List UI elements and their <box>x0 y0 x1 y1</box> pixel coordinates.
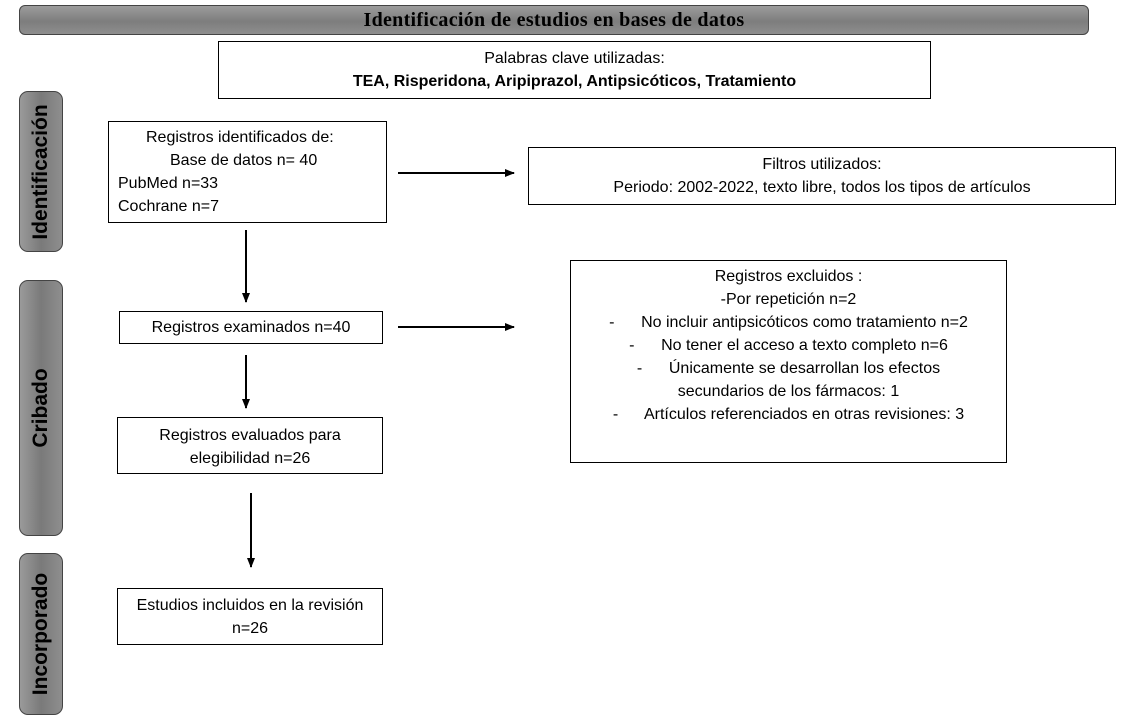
keywords-terms: TEA, Risperidona, Aripiprazol, Antipsicóticos, Tratamiento <box>352 73 797 90</box>
stage-cribado-label: Cribado <box>29 368 52 448</box>
filters-text: Periodo: 2002-2022, texto libre, todos los tipos de artículos <box>613 179 1031 196</box>
excluded-item: -Por repetición n=2 <box>720 291 857 308</box>
excluded-item: - Artículos referenciados en otras revisiones: 3 <box>612 406 965 423</box>
stage-identificacion-label: Identificación <box>29 103 52 240</box>
stage-incorporado-label: Incorporado <box>29 572 52 696</box>
identified-line-2: Base de datos n= 40 <box>170 152 318 169</box>
filters-heading: Filtros utilizados: <box>762 156 882 173</box>
evaluated-line-2: elegibilidad n=26 <box>189 450 311 467</box>
included-line-1: Estudios incluidos en la revisión <box>136 597 364 614</box>
excluded-heading: Registros excluidos : <box>714 268 863 285</box>
excluded-item: secundarios de los fármacos: 1 <box>677 383 900 400</box>
keywords-heading: Palabras clave utilizadas: <box>484 50 665 67</box>
diagram-title: Identificación de estudios en bases de datos <box>363 8 745 31</box>
excluded-item: - No incluir antipsicóticos como tratamiento n=2 <box>609 314 968 331</box>
included-line-2: n=26 <box>231 620 269 637</box>
examined-text: Registros examinados n=40 <box>151 319 351 336</box>
identified-line-1: Registros identificados de: <box>146 129 334 146</box>
excluded-item: - Únicamente se desarrollan los efectos <box>636 360 941 377</box>
evaluated-line-1: Registros evaluados para <box>159 427 341 444</box>
identified-line-4: Cochrane n=7 <box>118 198 219 215</box>
identified-line-3: PubMed n=33 <box>118 175 219 192</box>
excluded-item: - No tener el acceso a texto completo n=6 <box>629 337 948 354</box>
